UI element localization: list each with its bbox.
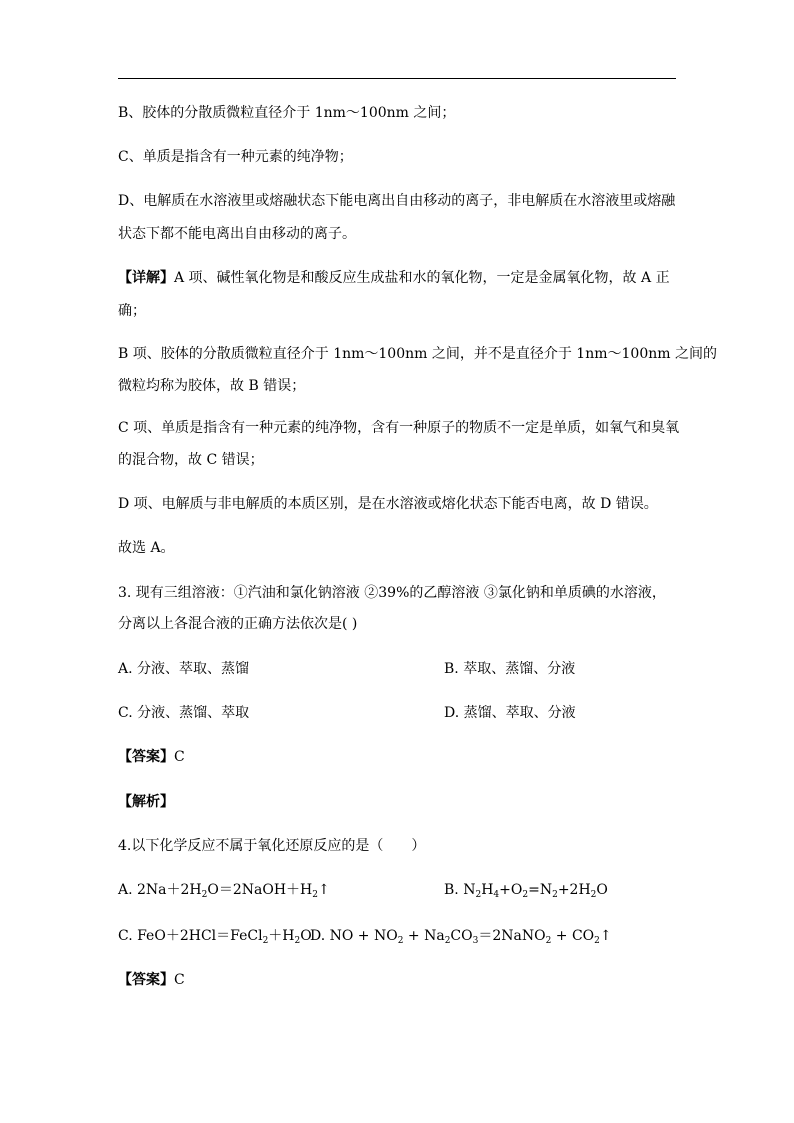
formula-part: ＝2NaNO <box>478 928 546 944</box>
detail-tag: 【详解】 <box>118 270 174 286</box>
question-4-option-b <box>444 880 608 900</box>
formula-subscript: 2 <box>444 936 451 946</box>
answer-tag: 【答案】 <box>118 972 174 988</box>
formula-part: +2H <box>557 882 591 898</box>
formula-subscript: 2 <box>397 936 404 946</box>
formula-subscript: 2 <box>522 890 529 900</box>
explanation-line-d: D、电解质在水溶液里或熔融状态下能电离出自由移动的离子，非电解质在水溶液里或熔融 <box>118 193 676 209</box>
formula-part: C. FeO＋2HCl＝FeCl <box>118 928 263 944</box>
formula-part: H <box>481 882 494 898</box>
formula-part: + CO <box>551 928 595 944</box>
question-4-stem: 4.以下化学反应不属于氧化还原反应的是（ ） <box>118 838 426 854</box>
formula-part: ↑ <box>318 882 330 898</box>
detail-line-a <box>118 268 670 288</box>
formula-part: +O <box>499 882 523 898</box>
formula-subscript: 2 <box>294 936 301 946</box>
formula-part: D. NO + NO <box>310 928 398 944</box>
detail-line-b: B 项、胶体的分散质微粒直径介于 1nm～100nm 之间，并不是直径介于 1nm～100nm 之间的 <box>118 346 717 362</box>
detail-line-c-cont: 的混合物，故 C 错误； <box>118 452 264 468</box>
detail-line-b-cont: 微粒均称为胶体，故 B 错误； <box>118 378 306 394</box>
question-3-analysis-tag: 【解析】 <box>118 794 174 810</box>
question-4-option-d <box>310 926 612 946</box>
question-3-option-a: A. 分液、萃取、蒸馏 <box>118 661 250 677</box>
question-3-option-d: D. 蒸馏、萃取、分液 <box>444 705 576 721</box>
formula-part: B. N <box>444 882 476 898</box>
question-4-option-c <box>118 926 312 946</box>
answer-value: C <box>174 972 185 988</box>
formula-subscript: 2 <box>312 890 318 900</box>
formula-subscript: 2 <box>590 890 597 900</box>
detail-line-a-cont: 确； <box>118 303 146 319</box>
question-3-option-b: B. 萃取、蒸馏、分液 <box>444 661 576 677</box>
formula-subscript: 2 <box>552 890 558 900</box>
formula-part: O＝2NaOH＋H <box>207 882 313 898</box>
formula-subscript: 4 <box>493 890 500 900</box>
detail-line-c: C 项、单质是指含有一种元素的纯净物，含有一种原子的物质不一定是单质，如氧气和臭氧 <box>118 420 680 436</box>
formula-subscript: 2 <box>594 936 600 946</box>
formula-part: A. 2Na＋2H <box>118 882 202 898</box>
formula-part: O <box>300 928 312 944</box>
formula-subscript: 2 <box>262 936 269 946</box>
formula-part: CO <box>450 928 473 944</box>
formula-part: O <box>596 882 608 898</box>
formula-part: + Na <box>403 928 445 944</box>
formula-part: =N <box>528 882 553 898</box>
explanation-line-c: C、单质是指含有一种元素的纯净物； <box>118 149 353 165</box>
explanation-line-d-cont: 状态下都不能电离出自由移动的离子。 <box>118 226 356 242</box>
formula-subscript: 3 <box>472 936 479 946</box>
detail-a-text: A 项、碱性氧化物是和酸反应生成盐和水的氧化物，一定是金属氧化物，故 A 正 <box>174 270 670 286</box>
answer-tag: 【答案】 <box>118 749 174 765</box>
question-3-stem-cont: 分离以上各混合液的正确方法依次是( ) <box>118 616 358 632</box>
question-3-stem: 3. 现有三组溶液：①汽油和氯化钠溶液 ②39%的乙醇溶液 ③氯化钠和单质碘的水溶液， <box>118 585 666 601</box>
conclusion-line: 故选 A。 <box>118 540 175 556</box>
header-rule <box>118 78 676 79</box>
answer-value: C <box>174 749 185 765</box>
formula-subscript: 2 <box>201 890 208 900</box>
question-3-option-c: C. 分液、蒸馏、萃取 <box>118 705 250 721</box>
formula-part: ＋H <box>268 928 295 944</box>
formula-subscript: 2 <box>475 890 482 900</box>
question-3-answer <box>118 747 185 767</box>
question-4-option-a <box>118 880 330 900</box>
detail-line-d: D 项、电解质与非电解质的本质区别，是在水溶液或熔化状态下能否电离，故 D 错误。 <box>118 496 658 512</box>
question-4-answer <box>118 970 185 990</box>
formula-subscript: 2 <box>545 936 552 946</box>
formula-part: ↑ <box>599 928 612 944</box>
explanation-line-b: B、胶体的分散质微粒直径介于 1nm～100nm 之间； <box>118 105 456 121</box>
